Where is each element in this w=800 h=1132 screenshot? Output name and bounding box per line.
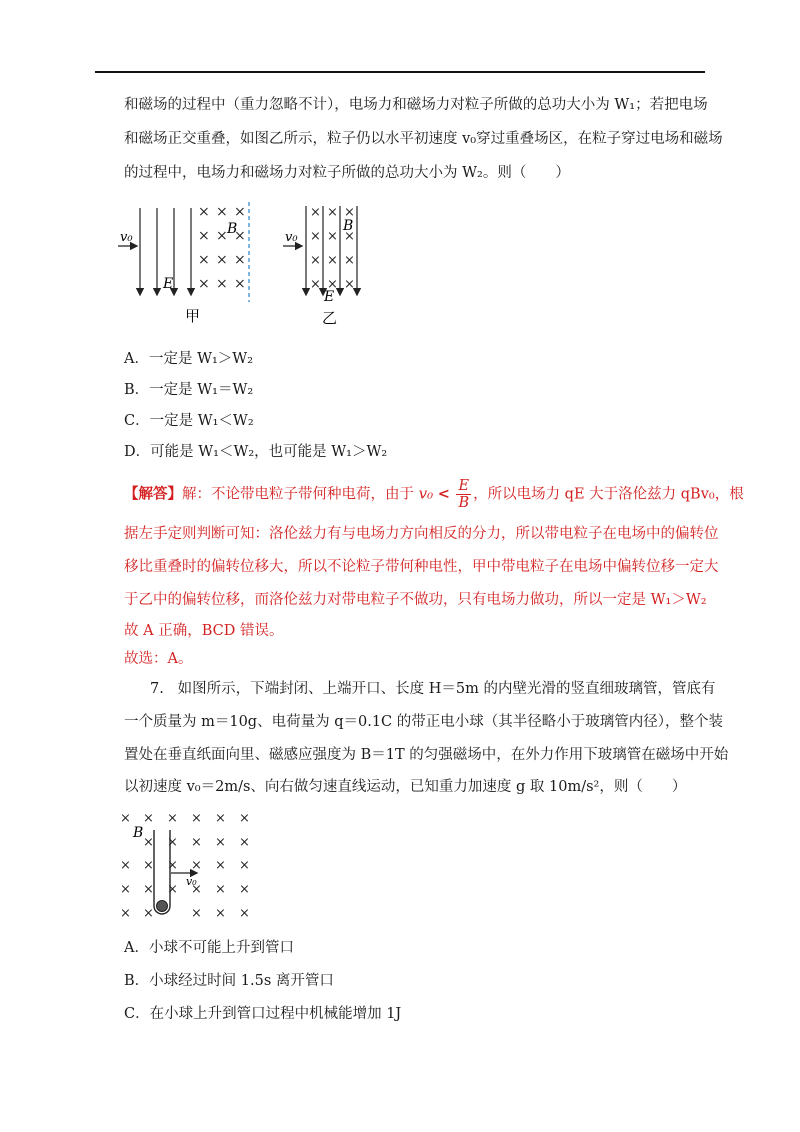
svg-text:×: ×: [310, 277, 321, 292]
glass-tube-figure: [112, 806, 262, 926]
option-a: A．一定是 W₁＞W₂: [124, 351, 254, 367]
svg-text:×: ×: [344, 277, 355, 292]
option-a: A．小球不可能上升到管口: [124, 940, 294, 956]
answer-line: 移比重叠时的偏转位移大，所以不论粒子带何种电性，甲中带电粒子在电场中偏转位移一定大: [124, 559, 719, 575]
svg-text:×: ×: [215, 882, 226, 897]
svg-text:×: ×: [120, 882, 131, 897]
svg-text:×: ×: [143, 835, 154, 850]
question-7-first-line: [150, 679, 716, 699]
svg-text:×: ×: [191, 882, 202, 897]
v0-label: v₀: [186, 875, 197, 888]
question-number: 7.: [150, 681, 164, 697]
question-text-line: 置处在垂直纸面向里、磁感应强度为 B＝1T 的匀强磁场中，在外力作用下玻璃管在磁场中开始: [124, 747, 729, 763]
svg-text:×: ×: [191, 835, 202, 850]
fraction-e-over-b: [456, 478, 471, 511]
field-figure-1: [110, 198, 380, 328]
answer-line: 故 A 正确，BCD 错误。: [124, 623, 284, 639]
question-text-line: 以初速度 v₀＝2m/s、向右做匀速直线运动，已知重力加速度 g 取 10m/s²，则（ ）: [124, 779, 687, 795]
svg-text:×: ×: [198, 276, 210, 292]
svg-text:×: ×: [239, 906, 250, 921]
E-label: E: [324, 289, 335, 305]
svg-text:×: ×: [167, 811, 178, 826]
fraction-denominator: B: [458, 495, 470, 511]
option-c: C．一定是 W₁＜W₂: [124, 413, 254, 429]
magnetic-field-crosses: [198, 204, 246, 292]
svg-text:×: ×: [344, 205, 355, 220]
svg-text:×: ×: [216, 228, 228, 244]
E-label: E: [163, 276, 174, 292]
svg-text:×: ×: [215, 858, 226, 873]
answer-intro: 解：不论带电粒子带何种电荷，由于: [182, 486, 414, 503]
B-label: B: [343, 218, 354, 234]
svg-text:×: ×: [143, 858, 154, 873]
svg-text:×: ×: [310, 205, 321, 220]
svg-text:×: ×: [239, 835, 250, 850]
svg-text:×: ×: [234, 276, 246, 292]
svg-text:×: ×: [310, 253, 321, 268]
question-text-line: 一个质量为 m＝10g、电荷量为 q＝0.1C 的带正电小球（其半径略小于玻璃管内径），整个装: [124, 714, 723, 730]
question-text: 如图所示，下端封闭、上端开口、长度 H＝5m 的内壁光滑的竖直细玻璃管，管底有: [177, 681, 716, 697]
svg-text:×: ×: [216, 276, 228, 292]
v0-symbol: v₀: [418, 484, 434, 503]
fraction-numerator: E: [458, 478, 470, 494]
svg-text:×: ×: [143, 882, 154, 897]
svg-text:×: ×: [239, 882, 250, 897]
svg-text:×: ×: [327, 277, 338, 292]
body-text-line: 的过程中，电场力和磁场力对粒子所做的总功大小为 W₂。则（ ）: [124, 165, 570, 181]
svg-text:×: ×: [310, 229, 321, 244]
svg-text:×: ×: [327, 229, 338, 244]
svg-text:×: ×: [198, 228, 210, 244]
v0-label: v₀: [285, 230, 298, 245]
svg-text:×: ×: [215, 906, 226, 921]
svg-text:×: ×: [327, 205, 338, 220]
svg-text:×: ×: [143, 811, 154, 826]
svg-text:×: ×: [344, 253, 355, 268]
svg-text:×: ×: [167, 858, 178, 873]
caption-yi: 乙: [322, 309, 338, 327]
svg-text:×: ×: [344, 229, 355, 244]
svg-text:×: ×: [120, 858, 131, 873]
charged-ball: [157, 901, 168, 912]
svg-text:×: ×: [216, 252, 228, 268]
svg-text:×: ×: [120, 906, 131, 921]
svg-text:×: ×: [215, 811, 226, 826]
svg-text:×: ×: [234, 228, 246, 244]
caption-jia: 甲: [185, 307, 201, 325]
body-text-line: 和磁场正交重叠，如图乙所示，粒子仍以水平初速度 v₀穿过重叠场区，在粒子穿过电场和磁场: [124, 131, 723, 147]
option-d: D．可能是 W₁＜W₂，也可能是 W₁＞W₂: [124, 444, 388, 460]
B-label: B: [133, 825, 144, 841]
answer-first-line: [124, 478, 744, 511]
less-than-sign: <: [437, 485, 450, 503]
svg-text:×: ×: [215, 835, 226, 850]
svg-text:×: ×: [216, 204, 228, 220]
svg-text:×: ×: [167, 882, 178, 897]
answer-tag: 【解答】: [124, 485, 182, 503]
svg-text:×: ×: [143, 906, 154, 921]
option-b: B．小球经过时间 1.5s 离开管口: [124, 973, 334, 989]
svg-text:×: ×: [120, 811, 131, 826]
svg-text:×: ×: [191, 811, 202, 826]
header-rule: [95, 71, 705, 73]
svg-text:×: ×: [198, 204, 210, 220]
svg-text:×: ×: [234, 252, 246, 268]
svg-text:×: ×: [239, 811, 250, 826]
svg-text:×: ×: [327, 253, 338, 268]
option-c: C．在小球上升到管口过程中机械能增加 1J: [124, 1006, 402, 1022]
svg-text:×: ×: [191, 858, 202, 873]
B-label: B: [227, 221, 238, 237]
answer-line: 于乙中的偏转位移，而洛伦兹力对带电粒子不做功，只有电场力做功，所以一定是 W₁＞W₂: [124, 592, 707, 608]
svg-text:×: ×: [234, 204, 246, 220]
svg-text:×: ×: [167, 835, 178, 850]
v0-label: v₀: [120, 230, 133, 245]
answer-after: ，所以电场力 qE 大于洛伦兹力 qBv₀，根: [473, 486, 744, 503]
answer-line: 据左手定则判断可知：洛伦兹力有与电场力方向相反的分力，所以带电粒子在电场中的偏转位: [124, 526, 719, 542]
svg-text:×: ×: [198, 252, 210, 268]
svg-text:×: ×: [191, 906, 202, 921]
body-text-line: 和磁场的过程中（重力忽略不计），电场力和磁场力对粒子所做的总功大小为 W₁；若把电场: [124, 97, 708, 113]
option-b: B．一定是 W₁＝W₂: [124, 382, 254, 398]
svg-text:×: ×: [239, 858, 250, 873]
answer-choice: 故选：A。: [124, 651, 193, 667]
